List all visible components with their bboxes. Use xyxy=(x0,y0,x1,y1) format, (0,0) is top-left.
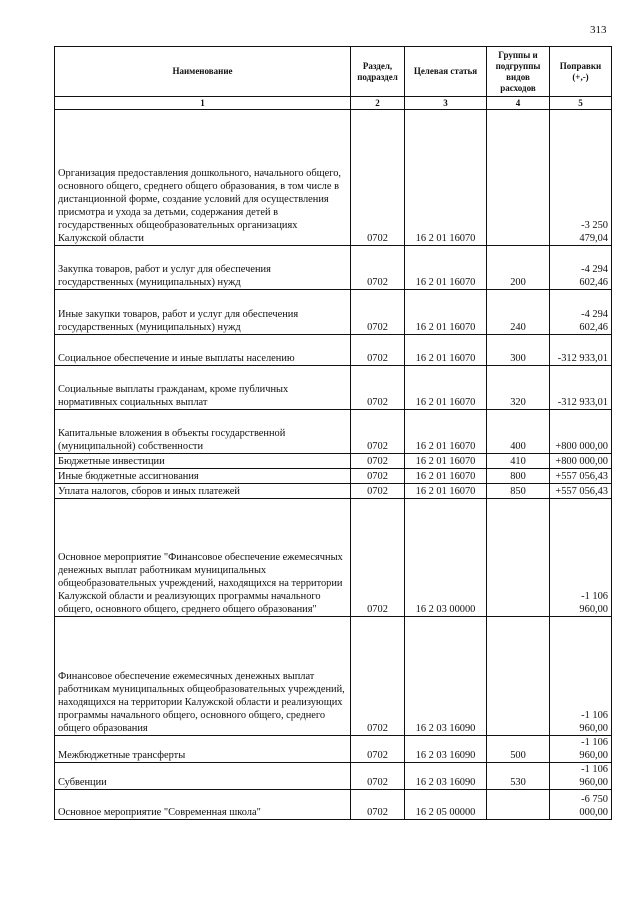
row-amount: -1 106 960,00 xyxy=(550,499,612,617)
row-target: 16 2 01 16070 xyxy=(405,469,487,484)
row-section: 0702 xyxy=(351,484,405,499)
table-row xyxy=(55,290,612,335)
row-name: Основное мероприятие "Финансовое обеспечение ежемесячных денежных выплат работникам муниципальных общеобразовательных учреждений, находящихся на территории Калужской области и реализующих программы начального общего, основного общего, среднего общего образования" xyxy=(55,499,351,617)
row-name: Организация предоставления дошкольного, начального общего, основного общего, среднего общего образования, в том числе в дистанционной форме, создание условий для осуществления присмотра и ухода за детьми, содержания детей в государственных общеобразовательных организациях Калужской области xyxy=(55,110,351,246)
row-section: 0702 xyxy=(351,454,405,469)
row-group: 410 xyxy=(487,454,550,469)
row-group: 850 xyxy=(487,484,550,499)
row-group xyxy=(487,499,550,617)
table-header-row xyxy=(55,47,612,97)
row-section: 0702 xyxy=(351,366,405,410)
column-header-amount: Поправки (+,-) xyxy=(550,47,612,97)
row-name: Иные закупки товаров, работ и услуг для обеспечения государственных (муниципальных) нужд xyxy=(55,290,351,335)
table-row xyxy=(55,335,612,366)
column-header-group: Группы и подгруппы видов расходов xyxy=(487,47,550,97)
row-amount: -4 294 602,46 xyxy=(550,290,612,335)
row-target: 16 2 03 16090 xyxy=(405,617,487,736)
row-target: 16 2 01 16070 xyxy=(405,484,487,499)
row-group xyxy=(487,790,550,820)
table-row xyxy=(55,484,612,499)
row-section: 0702 xyxy=(351,763,405,790)
table-row xyxy=(55,763,612,790)
column-header-section: Раздел, подраздел xyxy=(351,47,405,97)
table-row xyxy=(55,366,612,410)
row-target: 16 2 01 16070 xyxy=(405,410,487,454)
table-row xyxy=(55,410,612,454)
row-group: 800 xyxy=(487,469,550,484)
table-row xyxy=(55,617,612,736)
row-section: 0702 xyxy=(351,736,405,763)
table-row xyxy=(55,736,612,763)
table-row xyxy=(55,499,612,617)
row-group: 500 xyxy=(487,736,550,763)
row-name: Финансовое обеспечение ежемесячных денежных выплат работникам муниципальных общеобразовательных учреждений, находящихся на территории Калужской области и реализующих программы начального общего, основного общего, среднего общего образования xyxy=(55,617,351,736)
row-section: 0702 xyxy=(351,790,405,820)
column-header-name: Наименование xyxy=(55,47,351,97)
row-amount: -4 294 602,46 xyxy=(550,246,612,290)
row-target: 16 2 03 00000 xyxy=(405,499,487,617)
row-amount: -312 933,01 xyxy=(550,335,612,366)
row-section: 0702 xyxy=(351,110,405,246)
row-section: 0702 xyxy=(351,499,405,617)
column-number-row xyxy=(55,97,612,110)
row-amount: -1 106 960,00 xyxy=(550,736,612,763)
row-section: 0702 xyxy=(351,290,405,335)
row-target: 16 2 01 16070 xyxy=(405,454,487,469)
row-target: 16 2 03 16090 xyxy=(405,736,487,763)
table-row xyxy=(55,246,612,290)
row-amount: -6 750 000,00 xyxy=(550,790,612,820)
row-section: 0702 xyxy=(351,335,405,366)
row-name: Капитальные вложения в объекты государственной (муниципальной) собственности xyxy=(55,410,351,454)
row-name: Основное мероприятие "Современная школа" xyxy=(55,790,351,820)
row-name: Социальные выплаты гражданам, кроме публичных нормативных социальных выплат xyxy=(55,366,351,410)
column-header-target: Целевая статья xyxy=(405,47,487,97)
row-group: 530 xyxy=(487,763,550,790)
row-amount: +800 000,00 xyxy=(550,454,612,469)
column-number: 2 xyxy=(351,97,405,110)
row-section: 0702 xyxy=(351,617,405,736)
row-name: Субвенции xyxy=(55,763,351,790)
row-group: 320 xyxy=(487,366,550,410)
row-target: 16 2 03 16090 xyxy=(405,763,487,790)
column-number: 5 xyxy=(550,97,612,110)
row-amount: -1 106 960,00 xyxy=(550,763,612,790)
row-target: 16 2 01 16070 xyxy=(405,366,487,410)
row-group: 400 xyxy=(487,410,550,454)
budget-table xyxy=(54,46,612,820)
row-target: 16 2 01 16070 xyxy=(405,335,487,366)
row-amount: -3 250 479,04 xyxy=(550,110,612,246)
row-group: 200 xyxy=(487,246,550,290)
row-amount: +557 056,43 xyxy=(550,484,612,499)
row-amount: +800 000,00 xyxy=(550,410,612,454)
row-name: Иные бюджетные ассигнования xyxy=(55,469,351,484)
column-number: 4 xyxy=(487,97,550,110)
row-group: 240 xyxy=(487,290,550,335)
table-row xyxy=(55,454,612,469)
row-section: 0702 xyxy=(351,410,405,454)
row-name: Межбюджетные трансферты xyxy=(55,736,351,763)
row-group xyxy=(487,617,550,736)
row-target: 16 2 05 00000 xyxy=(405,790,487,820)
row-section: 0702 xyxy=(351,469,405,484)
row-amount: +557 056,43 xyxy=(550,469,612,484)
table-row xyxy=(55,469,612,484)
row-group xyxy=(487,110,550,246)
row-name: Бюджетные инвестиции xyxy=(55,454,351,469)
row-name: Закупка товаров, работ и услуг для обеспечения государственных (муниципальных) нужд xyxy=(55,246,351,290)
row-name: Уплата налогов, сборов и иных платежей xyxy=(55,484,351,499)
column-number: 3 xyxy=(405,97,487,110)
row-section: 0702 xyxy=(351,246,405,290)
page-number: 313 xyxy=(590,24,607,36)
row-name: Социальное обеспечение и иные выплаты населению xyxy=(55,335,351,366)
table-row xyxy=(55,790,612,820)
table-row xyxy=(55,110,612,246)
row-target: 16 2 01 16070 xyxy=(405,246,487,290)
column-number: 1 xyxy=(55,97,351,110)
row-amount: -312 933,01 xyxy=(550,366,612,410)
row-group: 300 xyxy=(487,335,550,366)
row-amount: -1 106 960,00 xyxy=(550,617,612,736)
row-target: 16 2 01 16070 xyxy=(405,290,487,335)
row-target: 16 2 01 16070 xyxy=(405,110,487,246)
